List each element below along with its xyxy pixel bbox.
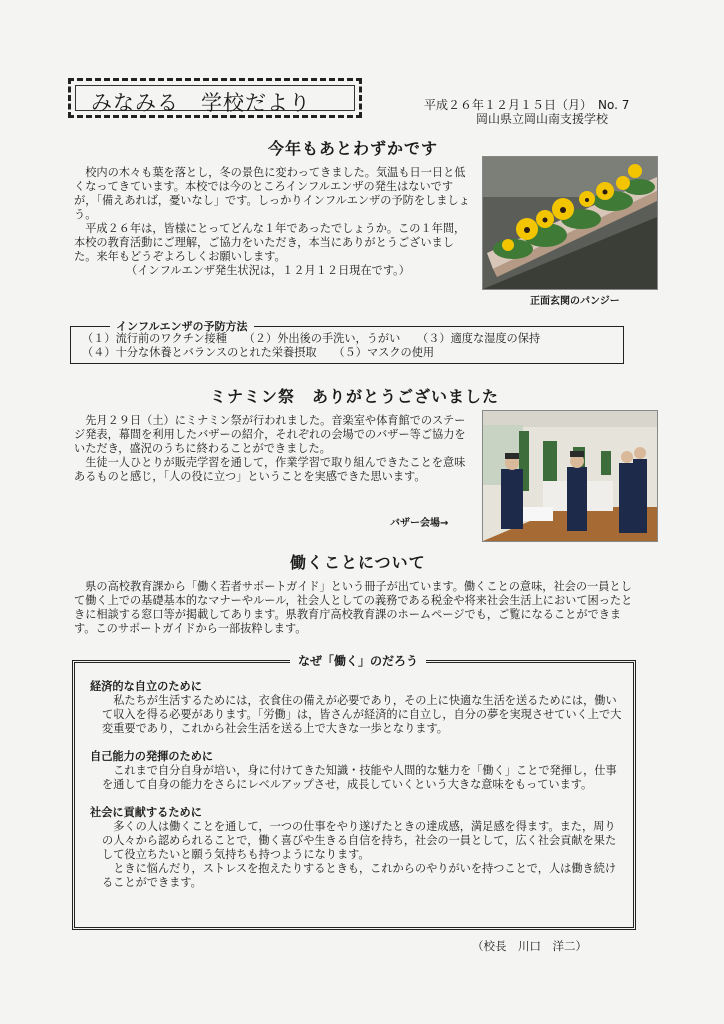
section1-paragraph2: 平成２６年は，皆様にとってどんな１年であったでしょうか。この１年間，本校の教育活動にご理解，ご協力をいただき，本当にありがとうございました。来年もどうぞよろしくお願いします。	[74, 222, 466, 263]
why-item-3-text: 多くの人は働くことを通して，一つの仕事をやり遂げたときの達成感，満足感を得ます。また，周りの人々から認められることで，働く喜びや生きる自信を持ち，社会の一員として，広く社会貢献を果たして役立ちたいと願う気持ちも持つようになります。	[102, 820, 617, 861]
why-item-3-text2: ときに悩んだり，ストレスを抱えたりするときも，これからのやりがいを持つことで，人は働き続けることができます。	[102, 862, 617, 889]
why-item-3-heading: 社会に貢献するために	[90, 806, 202, 819]
prevention-line1: （１）流行前のワクチン接種 （２）外出後の手洗い，うがい （３）適度な湿度の保持	[82, 332, 541, 345]
bazaar-photo	[482, 410, 658, 542]
section2-paragraph1: 先月２９日（土）にミナミン祭が行われました。音楽室や体育館でのステージ発表，幕間を利用したバザーの紹介，それぞれの会場でのバザー等ご協力をいただき，盛況のうちに終わることができました。	[74, 414, 466, 455]
why-item-1-text: 私たちが生活するためには，衣食住の備えが必要であり，その上に快適な生活を送るためには，働いて収入を得る必要があります。「労働」は，皆さんが経済的に自立し，自分の夢を実現させていく上で大変重要であり，これから社会生活を送る上で大きな一歩となります。	[102, 694, 622, 735]
prevention-label: インフルエンザの予防方法	[110, 318, 254, 334]
section3-paragraph: 県の高校教育課から「働く若者サポートガイド」という冊子が出ています。働くことの意味，社会の一員として働く上での基礎基本的なマナーやルール，社会人としての義務である税金や将来社会生活上において困ったときに相談する窓口等が掲載してあります。県教育庁高校教育課のホームページでも，ご覧になることができます。このサポートガイドから一部抜粋します。	[74, 580, 633, 635]
why-work-label: なぜ「働く」のだろう	[290, 652, 426, 669]
section1-paragraph1: 校内の木々も葉を落とし，冬の景色に変わってきました。気温も日一日と低くなってきています。本校では今のところインフルエンザの発生はないですが，「備えあれば，憂いなし」です。しっかりインフルエンザの予防をしましょう。	[74, 166, 470, 221]
school-name: 岡山県立岡山南支援学校	[476, 112, 609, 126]
section3-heading: 働くことについて	[290, 553, 426, 572]
section1-note: （インフルエンザ発生状況は，１２月１２日現在です。）	[126, 264, 410, 277]
why-item-1-heading: 経済的な自立のために	[90, 680, 202, 693]
pansy-photo	[482, 156, 658, 290]
section2-heading: ミナミン祭 ありがとうございました	[210, 387, 500, 406]
section1-body	[74, 166, 472, 278]
section2-body	[74, 414, 472, 484]
why-work-content	[90, 680, 626, 890]
newsletter-title: みなみる 学校だより	[91, 91, 311, 115]
pansy-photo-caption: 正面玄関のパンジー	[530, 296, 620, 307]
prevention-line2: （４）十分な休養とバランスのとれた栄養摂取 （５）マスクの使用	[82, 346, 435, 359]
bazaar-photo-image	[483, 411, 657, 541]
why-item-2-heading: 自己能力の発揮のために	[90, 750, 214, 763]
bazaar-photo-caption: バザー会場→	[390, 518, 449, 529]
newsletter-title-frame	[68, 78, 362, 118]
pansy-photo-image	[483, 157, 657, 289]
why-item-2-text: これまで自分自身が培い，身に付けてきた知識・技能や人間的な魅力を「働く」ことで発揮し，仕事を通して自身の能力をさらにレベルアップさせ，成長していくという大きな意味をもっています。	[102, 764, 617, 791]
principal-signature: （校長 川口 洋二）	[472, 939, 587, 953]
section1-heading: 今年もあとわずかです	[268, 139, 439, 158]
issue-date: 平成２６年１２月１５日（月） No. 7	[424, 98, 630, 112]
section2-paragraph2: 生徒一人ひとりが販売学習を通して，作業学習で取り組んできたことを意味あるものと感じ，「人の役に立つ」ということを実感できた思います。	[74, 456, 466, 483]
